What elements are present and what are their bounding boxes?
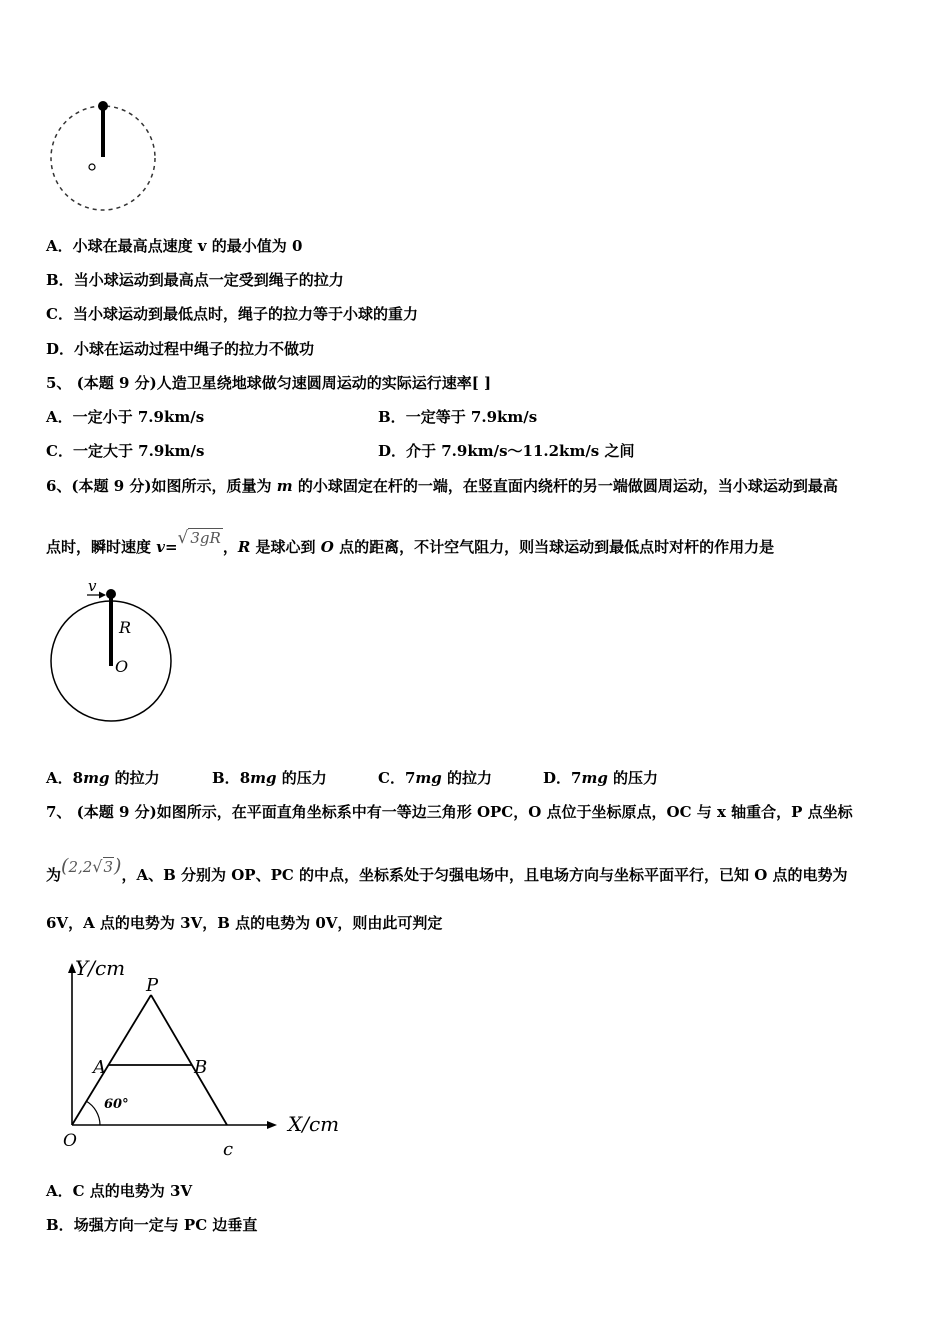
q4-option-a: A．小球在最高点速度 v 的最小值为 0 [46, 237, 303, 255]
q5-option-d: D．介于 7.9km/s～11.2km/s 之间 [378, 442, 635, 460]
q5-stem: 5、 (本题 9 分)人造卫星绕地球做匀速圆周运动的实际运行速率[ ] [46, 374, 492, 392]
q6-option-a: A．8mg 的拉力 [46, 769, 160, 787]
label-P: P [146, 975, 159, 996]
q4-option-c: C．当小球运动到最低点时，绳子的拉力等于小球的重力 [46, 305, 418, 323]
label-O: O [63, 1131, 77, 1151]
label-A: A [93, 1057, 106, 1078]
label-x-axis: X/cm [288, 1112, 340, 1136]
q6-stem-line1: 6、(本题 9 分)如图所示，质量为 m 的小球固定在杆的一端，在竖直面内绕杆的另一端做圆周运动，当小球运动到最高 [46, 477, 838, 495]
q6-option-b: B．8mg 的压力 [212, 769, 327, 787]
ball [98, 101, 108, 111]
q7-stem-line1: 7、 (本题 9 分)如图所示，在平面直角坐标系中有一等边三角形 OPC，O 点位于坐标原点，OC 与 x 轴重合，P 点坐标 [46, 803, 853, 821]
label-angle: 60° [104, 1097, 129, 1112]
q6-option-c: C．7mg 的拉力 [378, 769, 492, 787]
label-B: B [194, 1057, 208, 1078]
label-C: c [223, 1139, 234, 1160]
coordinate-expression: (2,2√3) [61, 855, 122, 877]
side-PC [151, 995, 227, 1125]
q5-option-c: C．一定大于 7.9km/s [46, 442, 205, 460]
label-y-axis: Y/cm [75, 956, 126, 980]
arrow-head [99, 592, 106, 599]
q5-option-b: B．一定等于 7.9km/s [378, 408, 538, 426]
rope-circle-figure [40, 95, 170, 220]
q7-stem-line3: 6V，A 点的电势为 3V，B 点的电势为 0V，则由此可判定 [46, 914, 443, 932]
q5-option-a: A．一定小于 7.9km/s [46, 408, 205, 426]
triangle-axes-figure [55, 955, 355, 1160]
q7-option-a: A．C 点的电势为 3V [46, 1182, 193, 1200]
rod-circle-figure [45, 578, 180, 733]
q4-option-d: D．小球在运动过程中绳子的拉力不做功 [46, 340, 315, 358]
label-O: O [115, 657, 129, 676]
center-point [89, 164, 95, 170]
q4-option-b: B．当小球运动到最高点一定受到绳子的拉力 [46, 271, 344, 289]
q6-option-d: D．7mg 的压力 [543, 769, 659, 787]
q7-option-b: B．场强方向一定与 PC 边垂直 [46, 1216, 258, 1234]
angle-arc [86, 1101, 100, 1125]
q7-stem-line2: 为(2,2√3)，A、B 分别为 OP、PC 的中点，坐标系处于匀强电场中，且电场方向与坐标平面平行，已知 O 点的电势为 [46, 855, 848, 884]
label-R: R [119, 618, 132, 637]
x-axis-arrow [267, 1121, 277, 1129]
ball [106, 589, 116, 599]
sqrt-expression: √ 3gR [177, 528, 221, 548]
q6-stem-line2: 点时，瞬时速度 v=√ 3gR ，R 是球心到 O 点的距离，不计空气阻力，则当球运动到最低点时对杆的作用力是 [46, 528, 775, 556]
label-v: v [88, 577, 97, 595]
